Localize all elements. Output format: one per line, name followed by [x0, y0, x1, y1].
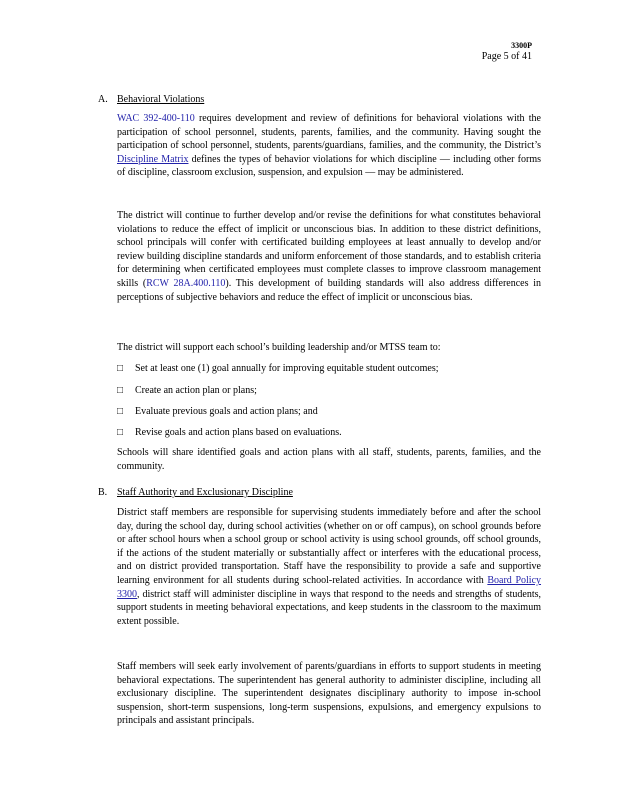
- section-a-letter: A.: [98, 94, 108, 105]
- section-b-title: Staff Authority and Exclusionary Discipline: [117, 487, 293, 498]
- section-a-paragraph-2: The district will continue to further develop and/or revise the definitions for what constitutes behavioral violations to reduce the effect of implicit or unconscious bias. In addition to these district definitions, school principals will confer with certificated building employees at least annually to develop and/or review building discipline standards and uniform enforcement of those standards, and to establish criteria for determining when certificated employees must complete classes to improve classroom management skills (RCW 28A.400.110). This development of building standards will also address differences in perceptions of subjective behaviors and reduce the effect of implicit or unconscious bias.: [117, 210, 542, 303]
- discipline-matrix-link[interactable]: Discipline Matrix: [117, 153, 189, 165]
- bullet-box-icon: □: [117, 385, 124, 396]
- page-number: Page 5 of 41: [481, 51, 532, 62]
- rcw-link[interactable]: RCW 28A.400.110: [146, 277, 226, 289]
- bullet-box-icon: □: [117, 406, 124, 417]
- bullet-box-icon: □: [117, 363, 124, 374]
- section-a-paragraph-1: WAC 392-400-110 requires development and review of definitions for behavioral violations with the participation of school personnel, students, parents, families, and the community. Having sought the participation of school personnel, students, parents/guardians, families, and the community, the District’s Discipline Matrix defines the types of behavior violations for which discipline — including other forms of discipline, classroom exclusion, suspension, and expulsion — may be administered.: [117, 113, 541, 179]
- board-policy-link[interactable]: Board Policy 3300: [117, 574, 542, 600]
- section-b-paragraph-1: District staff members are responsible for supervising students immediately before and after the school day, during the school day, during school activities (whether on or off campus), on school grounds before or after school hours when a school group or school activity is using school grounds, off school grounds, if the actions of the student materially or substantially affect or interferes with the educational process, and on district provided transportation. Staff have the responsibility to provide a safe and supportive learning environment for all students during school-related activities. In accordance with Board Policy 3300, district staff will administer discipline in ways that respond to the needs and strengths of students, support students in meeting behavioral expectations, and keep students in the classroom to the maximum extent possible.: [117, 507, 542, 627]
- wac-link[interactable]: WAC 392-400-110: [117, 113, 195, 124]
- section-a-paragraph-4: Schools will share identified goals and action plans with all staff, students, parents, families, and the community.: [117, 447, 541, 472]
- bullet-item: □ Revise goals and action plans based on evaluations.: [117, 427, 342, 438]
- policy-code: 3300P: [511, 41, 532, 50]
- bullet-item: □ Set at least one (1) goal annually for improving equitable student outcomes;: [117, 363, 439, 374]
- bullet-item: □ Create an action plan or plans;: [117, 385, 257, 396]
- bullet-box-icon: □: [117, 427, 124, 438]
- section-b-letter: B.: [98, 487, 108, 498]
- section-b-paragraph-2: Staff members will seek early involvement of parents/guardians in efforts to support students in meeting behavioral expectations. The superintendent has general authority to administer discipline, including all exclusionary discipline. The superintendent designates disciplinary authority to impose in-school suspension, short-term suspensions, long-term suspensions, expulsions, and emergency expulsions to principals and assistant principals.: [117, 661, 541, 727]
- bullet-item: □ Evaluate previous goals and action plans; and: [117, 406, 318, 417]
- section-a-title: Behavioral Violations: [117, 94, 205, 105]
- section-a-paragraph-3: The district will support each school’s building leadership and/or MTSS team to:: [117, 342, 441, 353]
